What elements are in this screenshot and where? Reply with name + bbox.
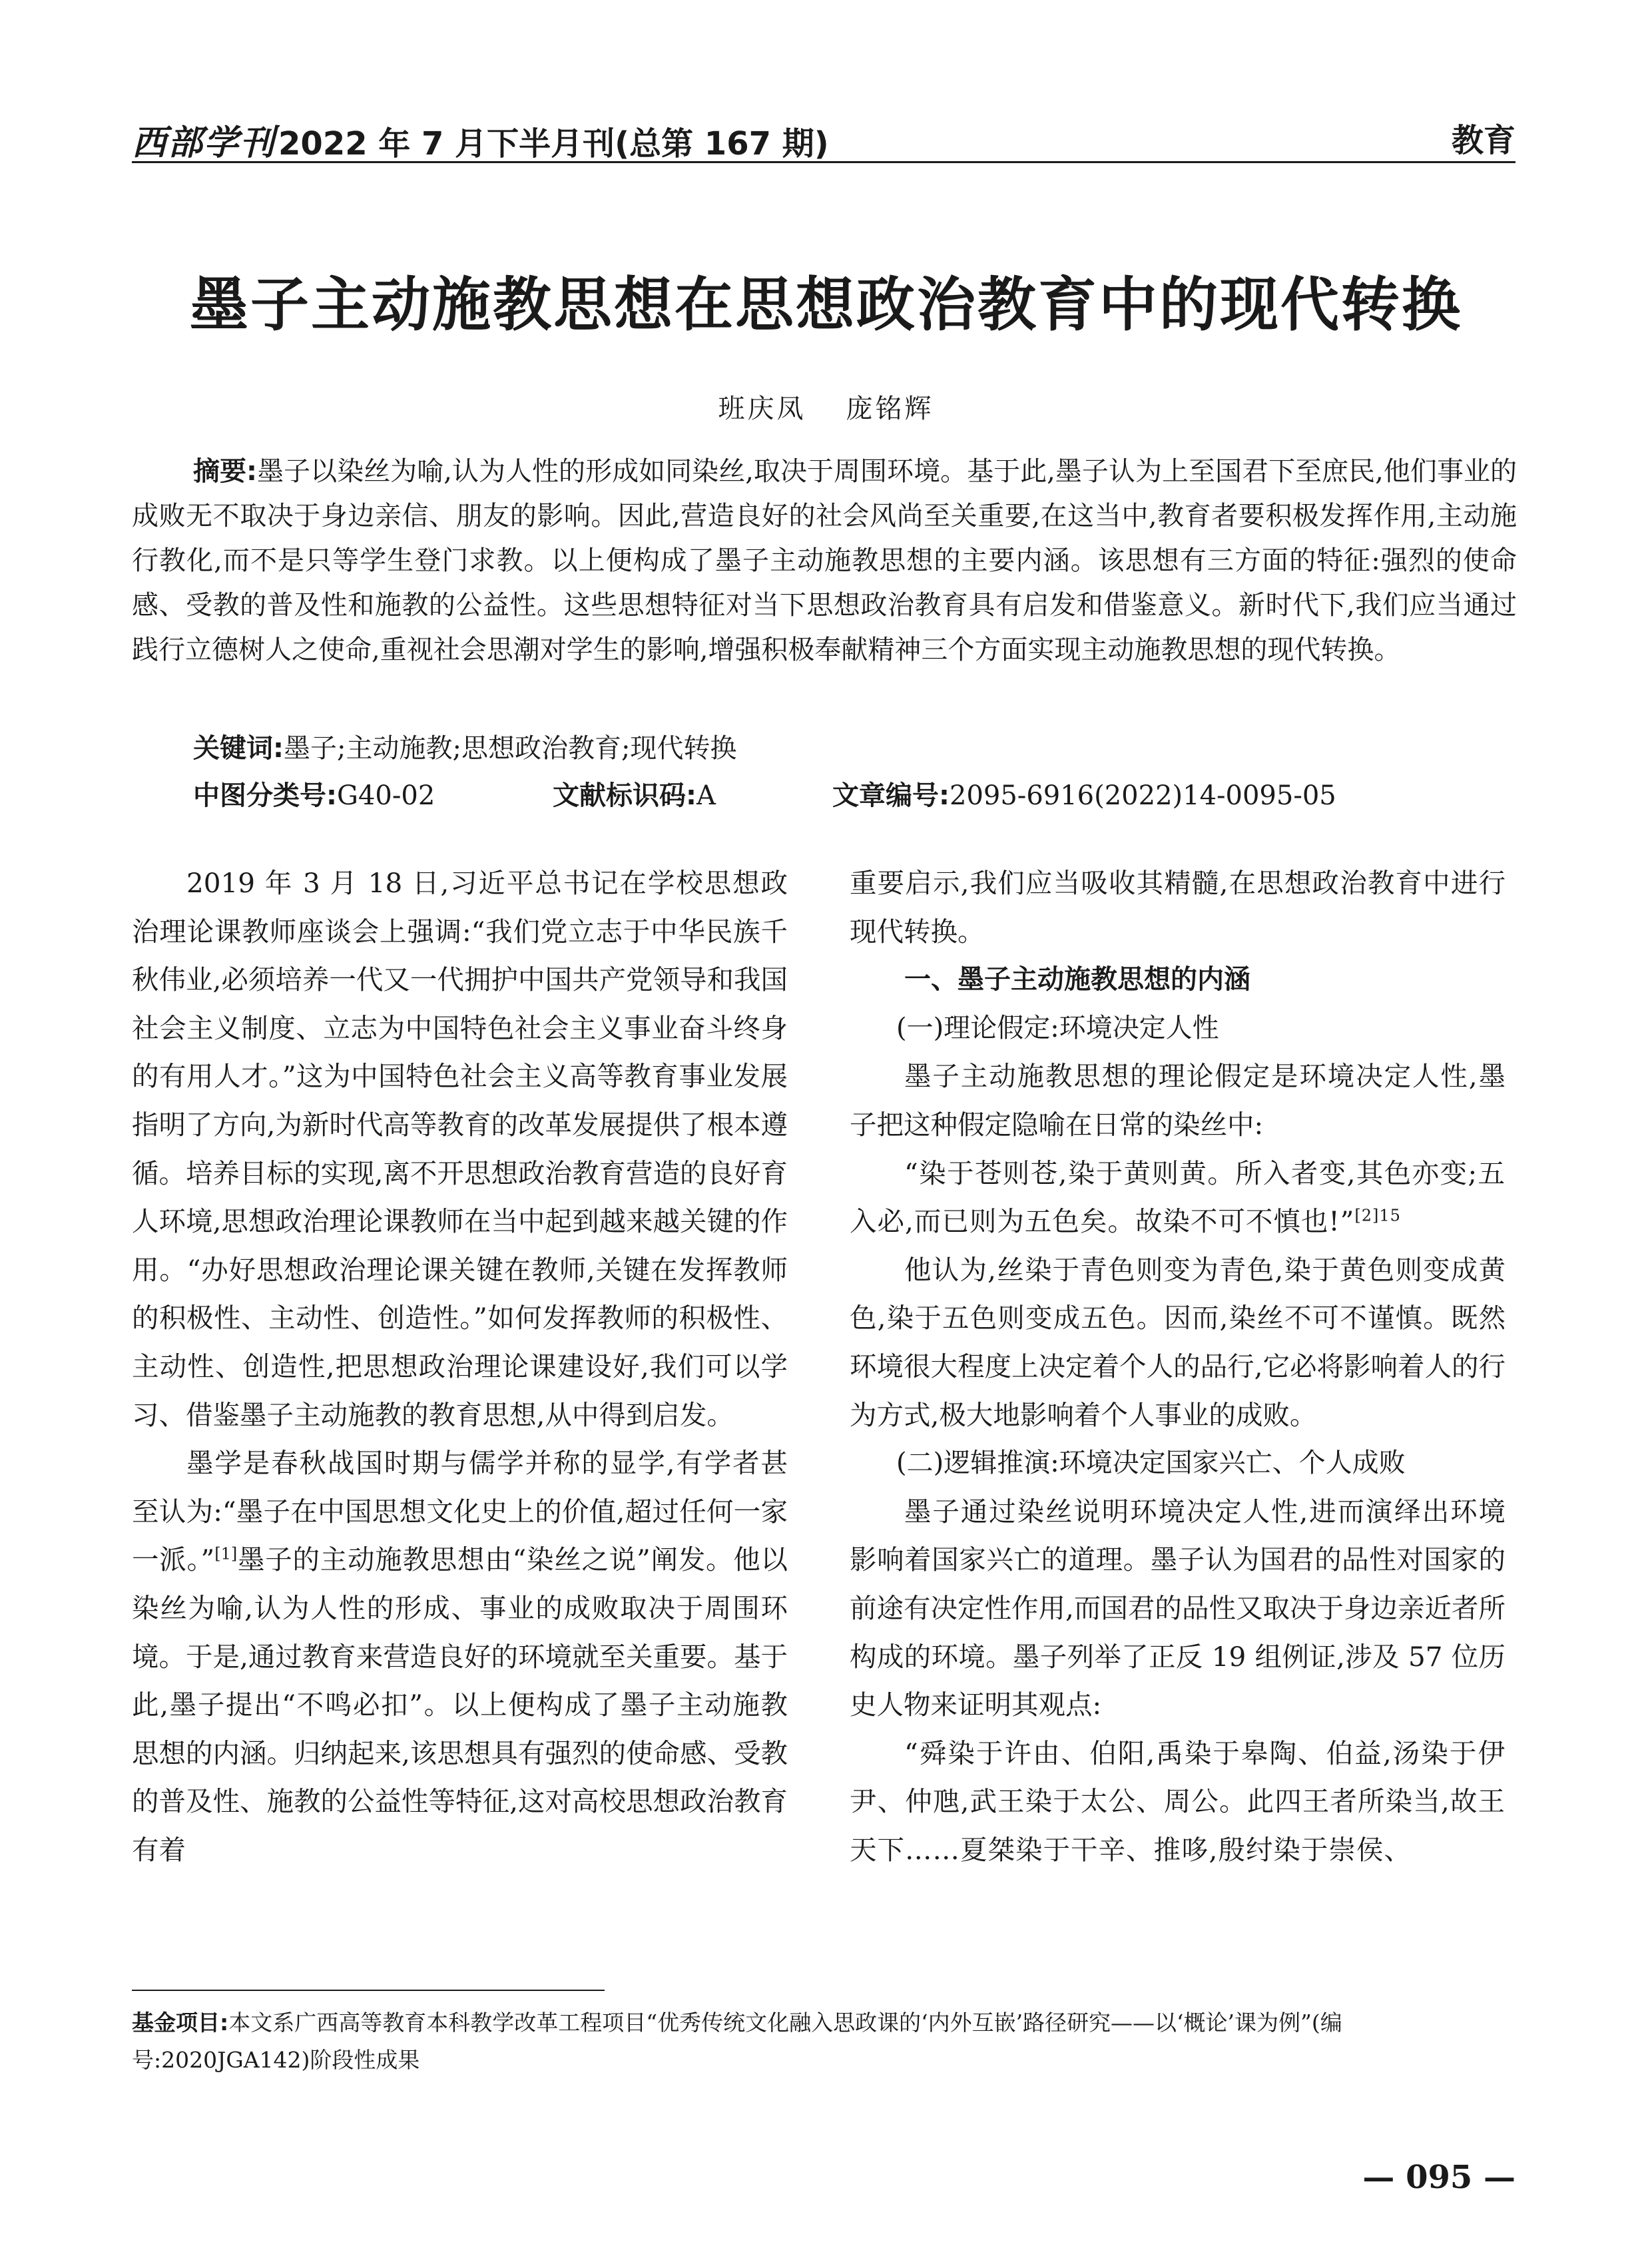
section-label: 教育 [1451,122,1515,159]
body-paragraph: 墨子主动施教思想的理论假定是环境决定人性,墨子把这种假定隐喻在日常的染丝中: [850,1060,1506,1141]
subsection-heading: (一)理论假定:环境决定人性 [896,1012,1219,1043]
body-paragraph: 他认为,丝染于青色则变为青色,染于黄色则变成黄色,染于五色则变成五色。因而,染丝不可不谨慎。既然环境很大程度上决定着个人的品行,它必将影响着人的行为方式,极大地影响着个人事业的成败。 [850,1253,1506,1431]
quotation: “染于苍则苍,染于黄则黄。所入者变,其色亦变;五入必,而已则为五色矣。故染不可不慎也!”$^{[2]15}$ [850,1157,1506,1238]
page-number: — 095 — [1362,2159,1515,2196]
quotation: “舜染于许由、伯阳,禹染于皋陶、伯益,汤染于伊尹、仲虺,武王染于太公、周公。此四王者所染当,故王天下……夏桀染于干辛、推哆,殷纣染于崇侯、 [850,1737,1506,1866]
classification-number: 中图分类号:G40-02 [193,780,435,811]
document-code: 文献标识码:A [553,780,716,811]
journal-logo: 西部学刊 [132,123,276,163]
footnote-label: 基金项目: [132,2010,229,2036]
abstract-text: 墨子以染丝为喻,认为人性的形成如同染丝,取决于周围环境。基于此,墨子认为上至国君下至庶民,他们事业的成败无不取决于身边亲信、朋友的影响。因此,营造良好的社会风尚至关重要,在这当中,教育者要积极发挥作用,主动施行教化,而不是只等学生登门求教。以上便构成了墨子主动施教思想的主要内涵。该思想有三方面的特征:强烈的使命感、受教的普及性和施教的公益性。这些思想特征对当下思想政治教育具有启发和借鉴意义。新时代下,我们应当通过践行立德树人之使命,重视社会思潮对学生的影响,增强积极奉献精神三个方面实现主动施教思想的现代转换。 [132,456,1517,665]
article-number: 文章编号:2095-6916(2022)14-0095-05 [832,780,1336,811]
footnote-rule [132,1990,605,1991]
keywords [193,727,736,765]
header-rule [132,161,1515,163]
author-name: 庞铭辉 [846,394,934,424]
body-column-right [850,859,1506,1874]
abstract [132,449,1517,673]
citation-ref: [1] [214,1544,238,1563]
classification-line [193,774,1336,812]
body-paragraph: 墨学是春秋战国时期与儒学并称的显学,有学者甚至认为:“墨子在中国思想文化史上的价值,超过任何一家一派。”[1]墨子的主动施教思想由“染丝之说”阐发。他以染丝为喻,认为人性的形成、事业的成败取决于周围环境。于是,通过教育来营造良好的环境就至关重要。基于此,墨子提出“不鸣必扣”。以上便构成了墨子主动施教思想的内涵。归纳起来,该思想具有强烈的使命感、受教的普及性、施教的公益性等特征,这对高校思想政治教育有着 [132,1447,788,1866]
body-paragraph: 墨子通过染丝说明环境决定人性,进而演绎出环境影响着国家兴亡的道理。墨子认为国君的品性对国家的前途有决定性作用,而国君的品性又取决于身边亲近者所构成的环境。墨子列举了正反 19 组例证,涉及 57 位历史人物来证明其观点: [850,1495,1506,1721]
footnote-text: 本文系广西高等教育本科教学改革工程项目“优秀传统文化融入思政课的‘内外互嵌’路径研究——以‘概论’课为例”(编号:2020JGA142)阶段性成果 [132,2010,1342,2073]
body-column-left [132,859,788,1874]
subsection-heading: (二)逻辑推演:环境决定国家兴亡、个人成败 [896,1448,1406,1479]
keywords-text: 墨子;主动施教;思想政治教育;现代转换 [284,733,737,764]
author-list [0,388,1652,425]
citation-ref: [2]15 [1354,1206,1401,1225]
body-paragraph: 2019 年 3 月 18 日,习近平总书记在学校思想政治理论课教师座谈会上强调:“我们党立志于中华民族千秋伟业,必须培养一代又一代拥护中国共产党领导和我国社会主义制度、立志为中国特色社会主义事业奋斗终身的有用人才。”这为中国特色社会主义高等教育事业发展指明了方向,为新时代高等教育的改革发展提供了根本遵循。培养目标的实现,离不开思想政治教育营造的良好育人环境,思想政治理论课教师在当中起到越来越关键的作用。“办好思想政治理论课关键在教师,关键在发挥教师的积极性、主动性、创造性。”如何发挥教师的积极性、主动性、创造性,把思想政治理论课建设好,我们可以学习、借鉴墨子主动施教的教育思想,从中得到启发。 [132,867,788,1431]
author-name: 班庆凤 [718,394,806,424]
issue-info: 2022 年 7 月下半月刊(总第 167 期) [278,125,829,162]
keywords-label: 关键词: [193,733,284,764]
funding-footnote [132,2004,1517,2079]
abstract-label: 摘要: [193,456,258,487]
running-header-journal [132,115,829,164]
section-heading: 一、墨子主动施教思想的内涵 [904,964,1250,995]
body-paragraph: 重要启示,我们应当吸收其精髓,在思想政治教育中进行现代转换。 [850,867,1506,948]
article-title: 墨子主动施教思想在思想政治教育中的现代转换 [189,270,1462,339]
